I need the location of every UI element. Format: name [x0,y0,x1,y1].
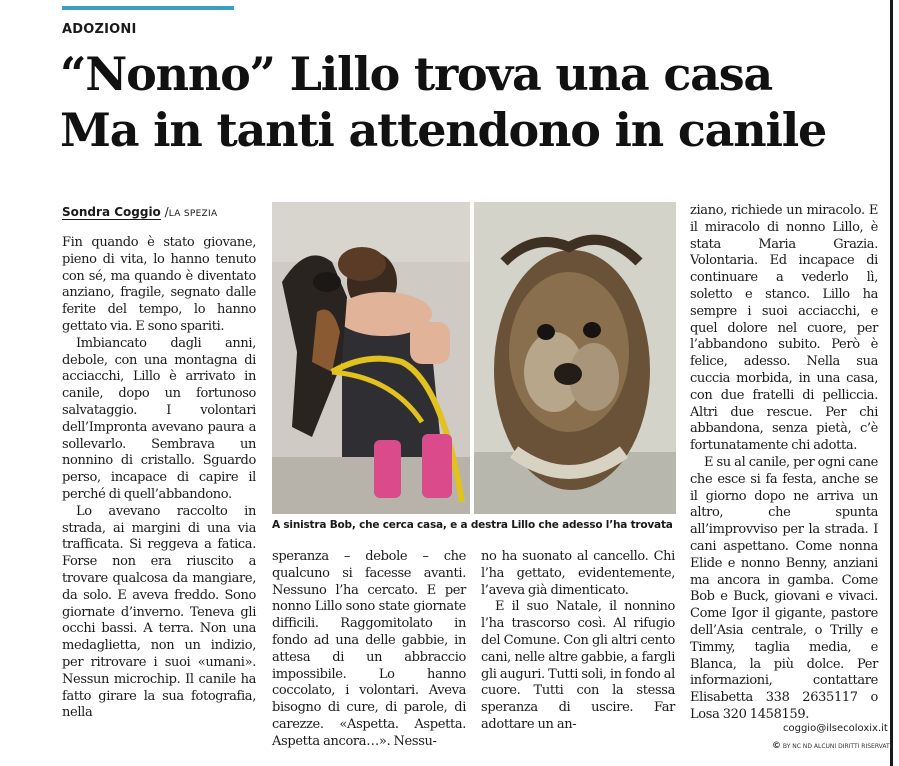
article-paragraph: E su al canile, per ogni cane che esce si fa festa, anche se il giorno dopo ne arriva un altro, che spunta all’improvviso per la strada. I cani aspettano. Come nonna Elide e nonno Benny, anziani ma ancora in gamba. Come Bob e Buck, giovani e vivaci. Come Igor il gigante, pastore dell’Asia centrale, o Trilly e Timmy, taglia media, e Blanca, la più dolce. Per informazioni, contattare Elisabetta 338 2635117 o Losa 320 1458159. [690,454,878,722]
byline-author: Sondra Coggio [62,205,161,219]
byline-location: LA SPEZIA [168,209,218,219]
byline-separator: / [164,205,169,219]
article-column-3 [481,549,675,734]
creative-commons-icon: © [772,741,781,751]
author-email[interactable]: coggio@ilsecoloxix.it [783,723,888,734]
headline [60,46,890,158]
article-paragraph: E il suo Natale, il nonnino l’ha trascorso così. Al rifugio del Comune. Con gli altri cento cani, nelle altre gabbie, a fargli gli auguri. Tutti soli, in fondo al cuore. Tutti con la stessa speranza di uscire. Far adottare un an- [481,599,675,732]
byline [62,205,217,219]
article-paragraph: Fin quando è stato giovane, pieno di vita, lo hanno tenuto con sé, ma quando è diventato anziano, fragile, segnato dalle ferite del tempo, lo hanno gettato via. E sono spariti. [62,235,256,334]
page-border-rule [890,0,893,766]
section-accent-bar [62,6,234,10]
section-label: ADOZIONI [62,22,137,37]
photo-bob-illustration [272,202,470,514]
article-paragraph: no ha suonato al cancello. Chi l’ha gettato, evidentemente, l’aveva già dimenticato. [481,549,675,598]
article-paragraph: ziano, richiede un miracolo. E il miracolo di nonno Lillo, è stata Maria Grazia. Volontaria. Ed incapace di continuare a vederlo lì, soletto e stanco. Lillo ha sempre i suoi acciacchi, e quel dolore nel cuore, per l’abbandono subito. Però è felice, adesso. Nella sua cuccia morbida, in una casa, con due fratelli di pelliccia. Altri due rescue. Per chi abbandona, senza pietà, c’è fortunatamente chi adotta. [690,203,878,454]
article-paragraph: speranza – debole – che qualcuno si facesse avanti. Nessuno l’ha cercato. E per nonno Lillo sono state giornate difficili. Raggomitolato in fondo ad una delle gabbie, in attesa di un abbraccio impossibile. Lo hanno coccolato, i volontari. Aveva bisogno di cure, di parole, di carezze. «Aspetta. Aspetta. Aspetta ancora…». Nessu- [272,549,466,749]
article-paragraph: Imbiancato dagli anni, debole, con una montagna di acciacchi, Lillo è arrivato in canile, dopo un fortunoso salvataggio. I volontari dell’Impronta avevano paura a sollevarlo. Sembrava un nonnino di cristallo. Sguardo perso, incapace di capire il perché di quell’abbandono. [62,335,256,502]
photo-lillo-illustration [474,202,676,514]
headline-line-2: Ma in tanti attendono in canile [60,103,827,157]
article-paragraph: Lo avevano raccolto in strada, ai margini di una via trafficata. Si reggeva a fatica. Forse non era riuscito a trovare qualcosa da mangiare, da solo. E aveva freddo. Sono giornate d’inverno. Teneva gli occhi bassi. A terra. Non una medaglietta, non un indizio, per ritrovare i suoi «umani». Nessun microchip. Il canile ha fatto girare la sua fotografia, nella [62,503,256,721]
headline-line-1: “Nonno” Lillo trova una casa [60,47,773,101]
rights-notice [772,741,891,751]
article-column-4 [690,203,878,724]
article-column-2 [272,549,466,751]
photo-caption: A sinistra Bob, che cerca casa, e a destra Lillo che adesso l’ha trovata [272,519,673,531]
article-column-1 [62,235,256,722]
rights-text: BY NC ND ALCUNI DIRITTI RISERVATI [782,743,892,750]
photo-bob-with-volunteer [272,202,470,514]
photo-lillo [474,202,676,514]
